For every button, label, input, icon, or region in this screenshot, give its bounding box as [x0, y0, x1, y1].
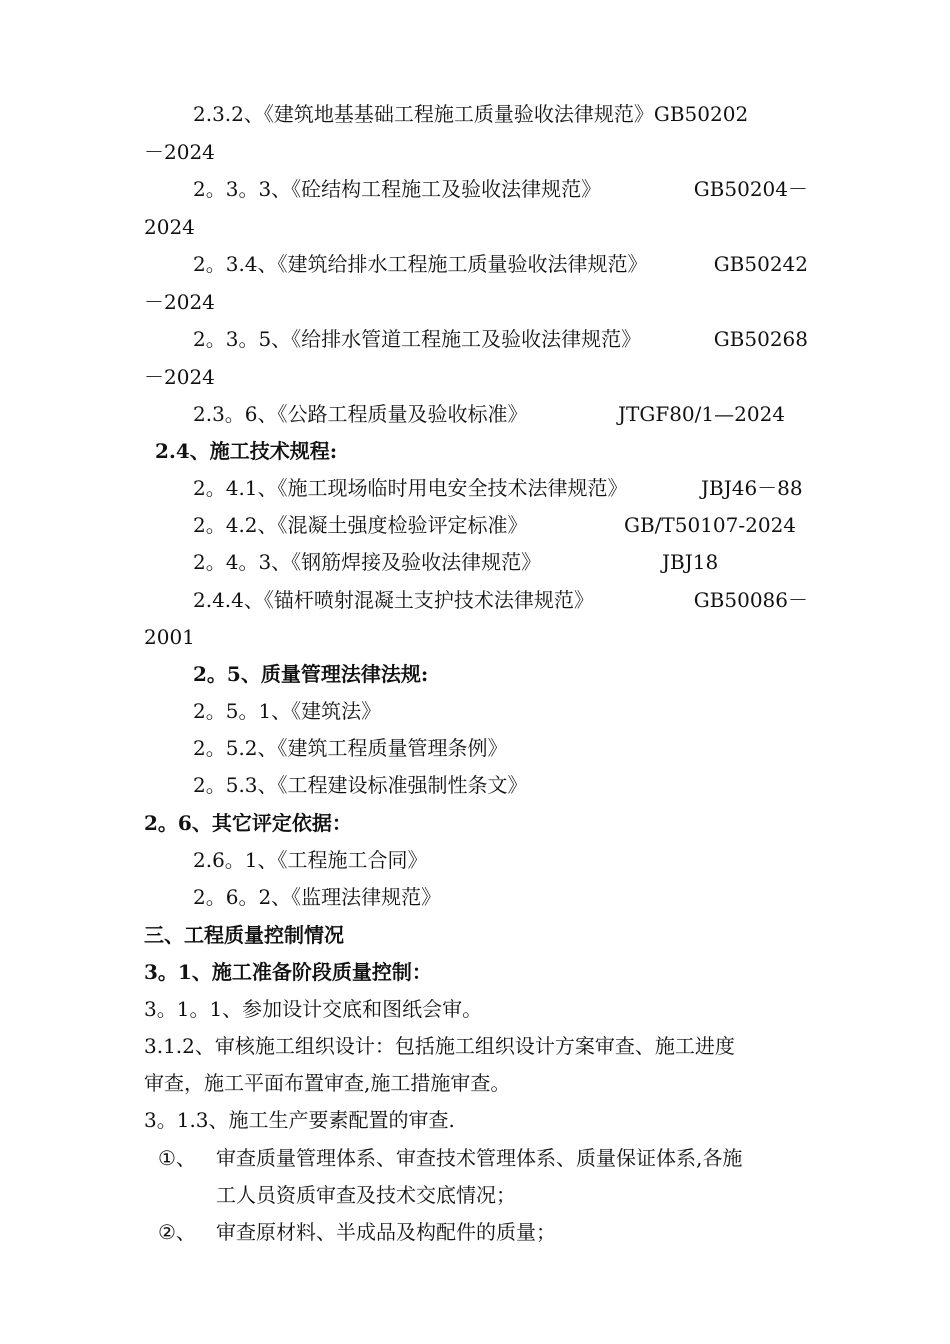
ref-text: 2。6。2、《监理法律规范》 — [193, 885, 442, 909]
ref-text: 2.6。1、《工程施工合同》 — [193, 848, 428, 872]
ref-code: GB50242 — [713, 252, 808, 276]
section-heading-3-1 — [144, 954, 808, 991]
list-marker-2: ②、 — [158, 1220, 196, 1244]
ref-text: －2024 — [144, 290, 215, 314]
para-text: 审查，施工平面布置审查,施工措施审查。 — [144, 1071, 511, 1095]
ref-2-3-2-cont — [144, 134, 808, 171]
para-3-1-1 — [144, 991, 808, 1028]
para-3-1-2-cont — [144, 1065, 808, 1102]
ref-text: 2。5.2、《建筑工程质量管理条例》 — [193, 736, 508, 760]
ref-text: 2001 — [144, 625, 195, 649]
ref-text: 2。5。1、《建筑法》 — [193, 699, 382, 723]
ref-2-4-4-cont — [144, 619, 808, 656]
ref-title: 2。3.4、《建筑给排水工程施工质量验收法律规范》 — [193, 252, 648, 276]
list-item-text: 工人员资质审查及技术交底情况； — [216, 1183, 516, 1207]
heading-text: 2.4、施工技术规程: — [155, 439, 338, 463]
ref-2-4-3 — [193, 544, 808, 581]
ref-code: JBJ18 — [662, 550, 719, 574]
list-item-text: 审查原材料、半成品及构配件的质量； — [216, 1220, 556, 1244]
ref-2-3-2 — [193, 96, 808, 133]
ref-code: JBJ46－88 — [701, 476, 803, 500]
heading-text: 3。1、施工准备阶段质量控制： — [144, 960, 432, 984]
ref-2-3-4 — [193, 246, 808, 283]
ref-title: 2。3。3、《砼结构工程施工及验收法律规范》 — [193, 177, 602, 201]
ref-2-3-5 — [193, 321, 808, 358]
para-3-1-2 — [144, 1028, 808, 1065]
ref-2-5-1 — [193, 693, 808, 730]
ref-title: 2。4.2、《混凝土强度检验评定标准》 — [193, 513, 528, 537]
para-text: 3.1.2、审核施工组织设计：包括施工组织设计方案审查、施工进度 — [144, 1034, 735, 1058]
ref-code: GB/T50107-2024 — [624, 513, 797, 537]
heading-text: 2。6、其它评定依据： — [144, 811, 352, 835]
para-text: 3。1。1、参加设计交底和图纸会审。 — [144, 997, 483, 1021]
para-text: 3。1.3、施工生产要素配置的审查. — [144, 1108, 455, 1132]
ref-2-3-6 — [193, 396, 808, 433]
list-marker-1: ①、 — [158, 1146, 196, 1170]
ref-text: 2024 — [144, 215, 195, 239]
ref-2-6-2 — [193, 879, 808, 916]
ref-2-4-4 — [193, 582, 808, 619]
ref-2-4-2 — [193, 507, 808, 544]
ref-2-3-4-cont — [144, 284, 808, 321]
ref-2-3-3 — [193, 171, 808, 208]
para-3-1-3 — [144, 1102, 808, 1139]
chapter-title-3 — [144, 917, 808, 954]
ref-2-4-1 — [193, 470, 808, 507]
ref-code: GB50268 — [713, 327, 808, 351]
list-item-1-cont — [216, 1177, 808, 1214]
ref-title: 2.3。6、《公路工程质量及验收标准》 — [193, 402, 528, 426]
ref-2-3-3-cont — [144, 209, 808, 246]
ref-code: JTGF80/1—2024 — [618, 402, 786, 426]
ref-text: 2。5.3、《工程建设标准强制性条文》 — [193, 773, 528, 797]
heading-text: 2。5、质量管理法律法规: — [193, 662, 429, 686]
ref-text: 2.3.2、《建筑地基基础工程施工质量验收法律规范》GB50202 — [193, 102, 749, 126]
ref-text: －2024 — [144, 140, 215, 164]
ref-title: 2.4.4、《锚杆喷射混凝土支护技术法律规范》 — [193, 588, 594, 612]
ref-title: 2。3。5、《给排水管道工程施工及验收法律规范》 — [193, 327, 642, 351]
section-heading-2-4 — [155, 433, 808, 470]
ref-2-5-3 — [193, 767, 808, 804]
ref-code: GB50086－ — [693, 588, 808, 612]
ref-title: 2。4。3、《钢筋焊接及验收法律规范》 — [193, 550, 542, 574]
ref-2-6-1 — [193, 842, 808, 879]
ref-code: GB50204－ — [693, 177, 808, 201]
list-item-text: 审查质量管理体系、审查技术管理体系、质量保证体系,各施 — [216, 1146, 743, 1170]
ref-text: －2024 — [144, 365, 215, 389]
list-item-2 — [216, 1214, 808, 1251]
list-item-1 — [216, 1140, 808, 1177]
ref-2-5-2 — [193, 730, 808, 767]
heading-text: 三、工程质量控制情况 — [144, 923, 344, 947]
section-heading-2-5 — [193, 656, 808, 693]
section-heading-2-6 — [144, 805, 808, 842]
ref-2-3-5-cont — [144, 359, 808, 396]
ref-title: 2。4.1、《施工现场临时用电安全技术法律规范》 — [193, 476, 628, 500]
